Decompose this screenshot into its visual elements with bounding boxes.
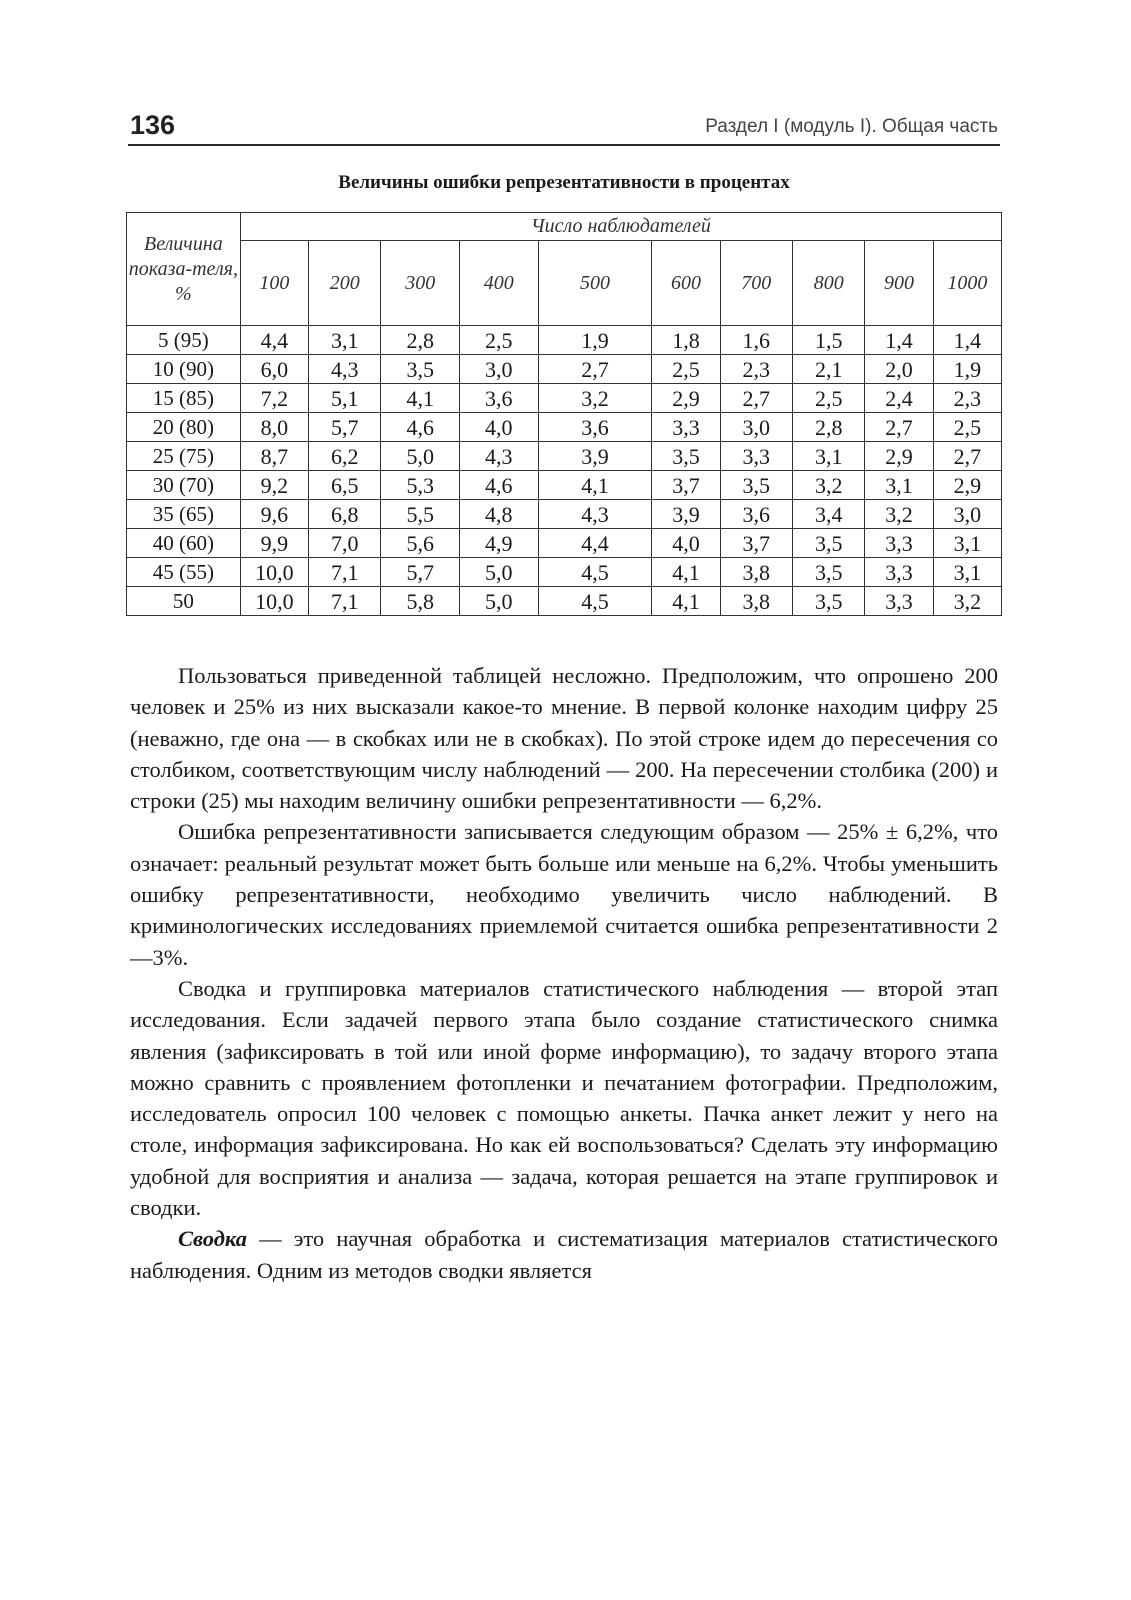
table-cell: 4,0 xyxy=(460,413,539,442)
table-cell: 3,1 xyxy=(793,442,865,471)
table-row xyxy=(127,587,1002,616)
table-cell: 3,5 xyxy=(793,558,865,587)
table-cell: 4,1 xyxy=(652,558,720,587)
table-cell: 7,1 xyxy=(309,587,381,616)
table-cell: 4,0 xyxy=(652,529,720,558)
table-cell: 3,1 xyxy=(933,558,1001,587)
table-cell: 5,8 xyxy=(381,587,460,616)
paragraph: Ошибка репрезентативности записывается следующим образом — 25% ± 6,2%, что означает: реальный результат может быть больше или меньше на 6,2%. Чтобы уменьшить ошибку репрезентативности, необходимо увеличить число наблюдений. В криминологических исследованиях приемлемой считается ошибка репрезентативности 2—3%. xyxy=(130,819,998,970)
table-cell: 5,3 xyxy=(381,471,460,500)
table-cell: 2,9 xyxy=(933,471,1001,500)
table-cell: 3,5 xyxy=(793,587,865,616)
table-cell: 3,4 xyxy=(793,500,865,529)
table-cell: 2,7 xyxy=(538,355,652,384)
column-header: 800 xyxy=(793,241,865,326)
table-cell: 4,6 xyxy=(460,471,539,500)
table-cell: 2,9 xyxy=(652,384,720,413)
table-cell: 10,0 xyxy=(240,587,308,616)
table-cell: 2,5 xyxy=(652,355,720,384)
table-body xyxy=(127,326,1002,616)
table-cell: 3,2 xyxy=(793,471,865,500)
column-header: 200 xyxy=(309,241,381,326)
table-row xyxy=(127,355,1002,384)
row-label: 15 (85) xyxy=(127,384,241,413)
column-header: 100 xyxy=(240,241,308,326)
table-cell: 3,6 xyxy=(460,384,539,413)
table-cell: 2,5 xyxy=(460,326,539,355)
row-header-cell: Величина показа-теля, % xyxy=(127,213,241,326)
table-cell: 4,5 xyxy=(538,587,652,616)
table-cell: 2,8 xyxy=(381,326,460,355)
row-label: 30 (70) xyxy=(127,471,241,500)
table-cell: 1,9 xyxy=(538,326,652,355)
row-label: 40 (60) xyxy=(127,529,241,558)
table-cell: 2,0 xyxy=(865,355,933,384)
table-cell: 3,7 xyxy=(720,529,792,558)
table-row xyxy=(127,558,1002,587)
table-cell: 4,9 xyxy=(460,529,539,558)
table-row xyxy=(127,500,1002,529)
column-header: 500 xyxy=(538,241,652,326)
table-cell: 9,9 xyxy=(240,529,308,558)
table-cell: 4,3 xyxy=(538,500,652,529)
table-row xyxy=(127,384,1002,413)
table-cell: 3,9 xyxy=(652,500,720,529)
table-cell: 5,5 xyxy=(381,500,460,529)
table-cell: 4,3 xyxy=(309,355,381,384)
table-cell: 4,4 xyxy=(538,529,652,558)
table-cell: 1,9 xyxy=(933,355,1001,384)
table-cell: 3,5 xyxy=(381,355,460,384)
table-cell: 7,1 xyxy=(309,558,381,587)
table-cell: 1,5 xyxy=(793,326,865,355)
table-cell: 3,5 xyxy=(720,471,792,500)
table-cell: 2,5 xyxy=(793,384,865,413)
table-cell: 3,8 xyxy=(720,587,792,616)
row-label: 5 (95) xyxy=(127,326,241,355)
column-header: 400 xyxy=(460,241,539,326)
table-cell: 3,3 xyxy=(865,587,933,616)
table-cell: 9,2 xyxy=(240,471,308,500)
table-cell: 4,5 xyxy=(538,558,652,587)
table-cell: 7,0 xyxy=(309,529,381,558)
table-cell: 9,6 xyxy=(240,500,308,529)
table-cell: 3,3 xyxy=(652,413,720,442)
table-cell: 2,3 xyxy=(933,384,1001,413)
table-row xyxy=(127,326,1002,355)
table-cell: 5,1 xyxy=(309,384,381,413)
table-cell: 7,2 xyxy=(240,384,308,413)
table-cell: 1,6 xyxy=(720,326,792,355)
table-cell: 1,8 xyxy=(652,326,720,355)
table-cell: 4,1 xyxy=(538,471,652,500)
paragraph-rest: — это научная обработка и систематизация материалов статистического наблюдения. Одним из методов сводки является xyxy=(130,1226,998,1283)
table-row xyxy=(127,442,1002,471)
table-cell: 2,4 xyxy=(865,384,933,413)
table-row xyxy=(127,413,1002,442)
column-header: 1000 xyxy=(933,241,1001,326)
table-cell: 3,3 xyxy=(865,529,933,558)
table-cell: 3,9 xyxy=(538,442,652,471)
table-cell: 2,7 xyxy=(720,384,792,413)
table-cell: 4,1 xyxy=(381,384,460,413)
page-header xyxy=(128,108,1000,146)
row-label: 25 (75) xyxy=(127,442,241,471)
row-label: 20 (80) xyxy=(127,413,241,442)
table-cell: 2,7 xyxy=(933,442,1001,471)
table-cell: 4,8 xyxy=(460,500,539,529)
column-header-row xyxy=(127,241,1002,326)
table-cell: 5,0 xyxy=(460,558,539,587)
table-cell: 6,0 xyxy=(240,355,308,384)
paragraph: Пользоваться приведенной таблицей несложно. Предположим, что опрошено 200 человек и 25% из них высказали какое-то мнение. В первой колонке находим цифру 25 (неважно, где она — в скобках или не в скобках). По этой строке идем до пересечения со столбиком, соответствующим числу наблюдений — 200. На пересечении столбика (200) и строки (25) мы находим величину ошибки репрезентативности — 6,2%. xyxy=(130,663,998,814)
body-text xyxy=(130,660,998,1286)
table-cell: 4,3 xyxy=(460,442,539,471)
table-cell: 3,5 xyxy=(793,529,865,558)
table-cell: 3,0 xyxy=(460,355,539,384)
table-cell: 2,1 xyxy=(793,355,865,384)
table-cell: 3,8 xyxy=(720,558,792,587)
column-header: 900 xyxy=(865,241,933,326)
column-header: 700 xyxy=(720,241,792,326)
table-cell: 10,0 xyxy=(240,558,308,587)
table-cell: 3,1 xyxy=(309,326,381,355)
table-cell: 5,7 xyxy=(309,413,381,442)
table-cell: 2,8 xyxy=(793,413,865,442)
table-cell: 6,5 xyxy=(309,471,381,500)
table-cell: 1,4 xyxy=(933,326,1001,355)
table-cell: 2,5 xyxy=(933,413,1001,442)
table-cell: 4,1 xyxy=(652,587,720,616)
table-title: Величины ошибки репрезентативности в процентах xyxy=(338,172,790,193)
table-cell: 6,2 xyxy=(309,442,381,471)
column-group-header: Число наблюдателей xyxy=(240,213,1001,241)
table-cell: 2,3 xyxy=(720,355,792,384)
table-cell: 5,6 xyxy=(381,529,460,558)
page-number: 136 xyxy=(130,110,176,140)
paragraph: Сводка и группировка материалов статистического наблюдения — второй этап исследования. Если задачей первого этапа было создание статистического снимка явления (зафиксировать в той или иной форме информацию), то задачу второго этапа можно сравнить с проявлением фотопленки и печатанием фотографии. Предположим, исследователь опросил 100 человек с помощью анкеты. Пачка анкет лежит у него на столе, информация зафиксирована. Но как ей воспользоваться? Сделать эту информацию удобной для восприятия и анализа — задача, которая решается на этапе группировок и сводки. xyxy=(130,975,998,1221)
table-cell: 3,3 xyxy=(865,558,933,587)
paragraph xyxy=(130,1223,998,1286)
table-cell: 3,0 xyxy=(720,413,792,442)
table-cell: 3,6 xyxy=(720,500,792,529)
table-cell: 6,8 xyxy=(309,500,381,529)
table-cell: 4,6 xyxy=(381,413,460,442)
table-cell: 3,1 xyxy=(933,529,1001,558)
term-svodka: Сводка xyxy=(178,1226,247,1252)
table-cell: 4,4 xyxy=(240,326,308,355)
row-label: 50 xyxy=(127,587,241,616)
row-label: 10 (90) xyxy=(127,355,241,384)
table-cell: 5,7 xyxy=(381,558,460,587)
table-cell: 8,7 xyxy=(240,442,308,471)
error-table xyxy=(126,212,1002,616)
column-header: 600 xyxy=(652,241,720,326)
table-cell: 8,0 xyxy=(240,413,308,442)
table-cell: 3,1 xyxy=(865,471,933,500)
column-header: 300 xyxy=(381,241,460,326)
table-cell: 3,2 xyxy=(865,500,933,529)
table-cell: 3,2 xyxy=(933,587,1001,616)
table-row xyxy=(127,471,1002,500)
table-cell: 5,0 xyxy=(460,587,539,616)
table-cell: 3,6 xyxy=(538,413,652,442)
table-cell: 3,7 xyxy=(652,471,720,500)
row-label: 35 (65) xyxy=(127,500,241,529)
table-cell: 3,5 xyxy=(652,442,720,471)
table-cell: 3,0 xyxy=(933,500,1001,529)
row-label: 45 (55) xyxy=(127,558,241,587)
table-cell: 3,2 xyxy=(538,384,652,413)
table-row xyxy=(127,529,1002,558)
table-cell: 2,7 xyxy=(865,413,933,442)
table-cell: 5,0 xyxy=(381,442,460,471)
table-cell: 2,9 xyxy=(865,442,933,471)
running-head: Раздел I (модуль I). Общая часть xyxy=(705,116,998,137)
table-cell: 1,4 xyxy=(865,326,933,355)
table-cell: 3,3 xyxy=(720,442,792,471)
